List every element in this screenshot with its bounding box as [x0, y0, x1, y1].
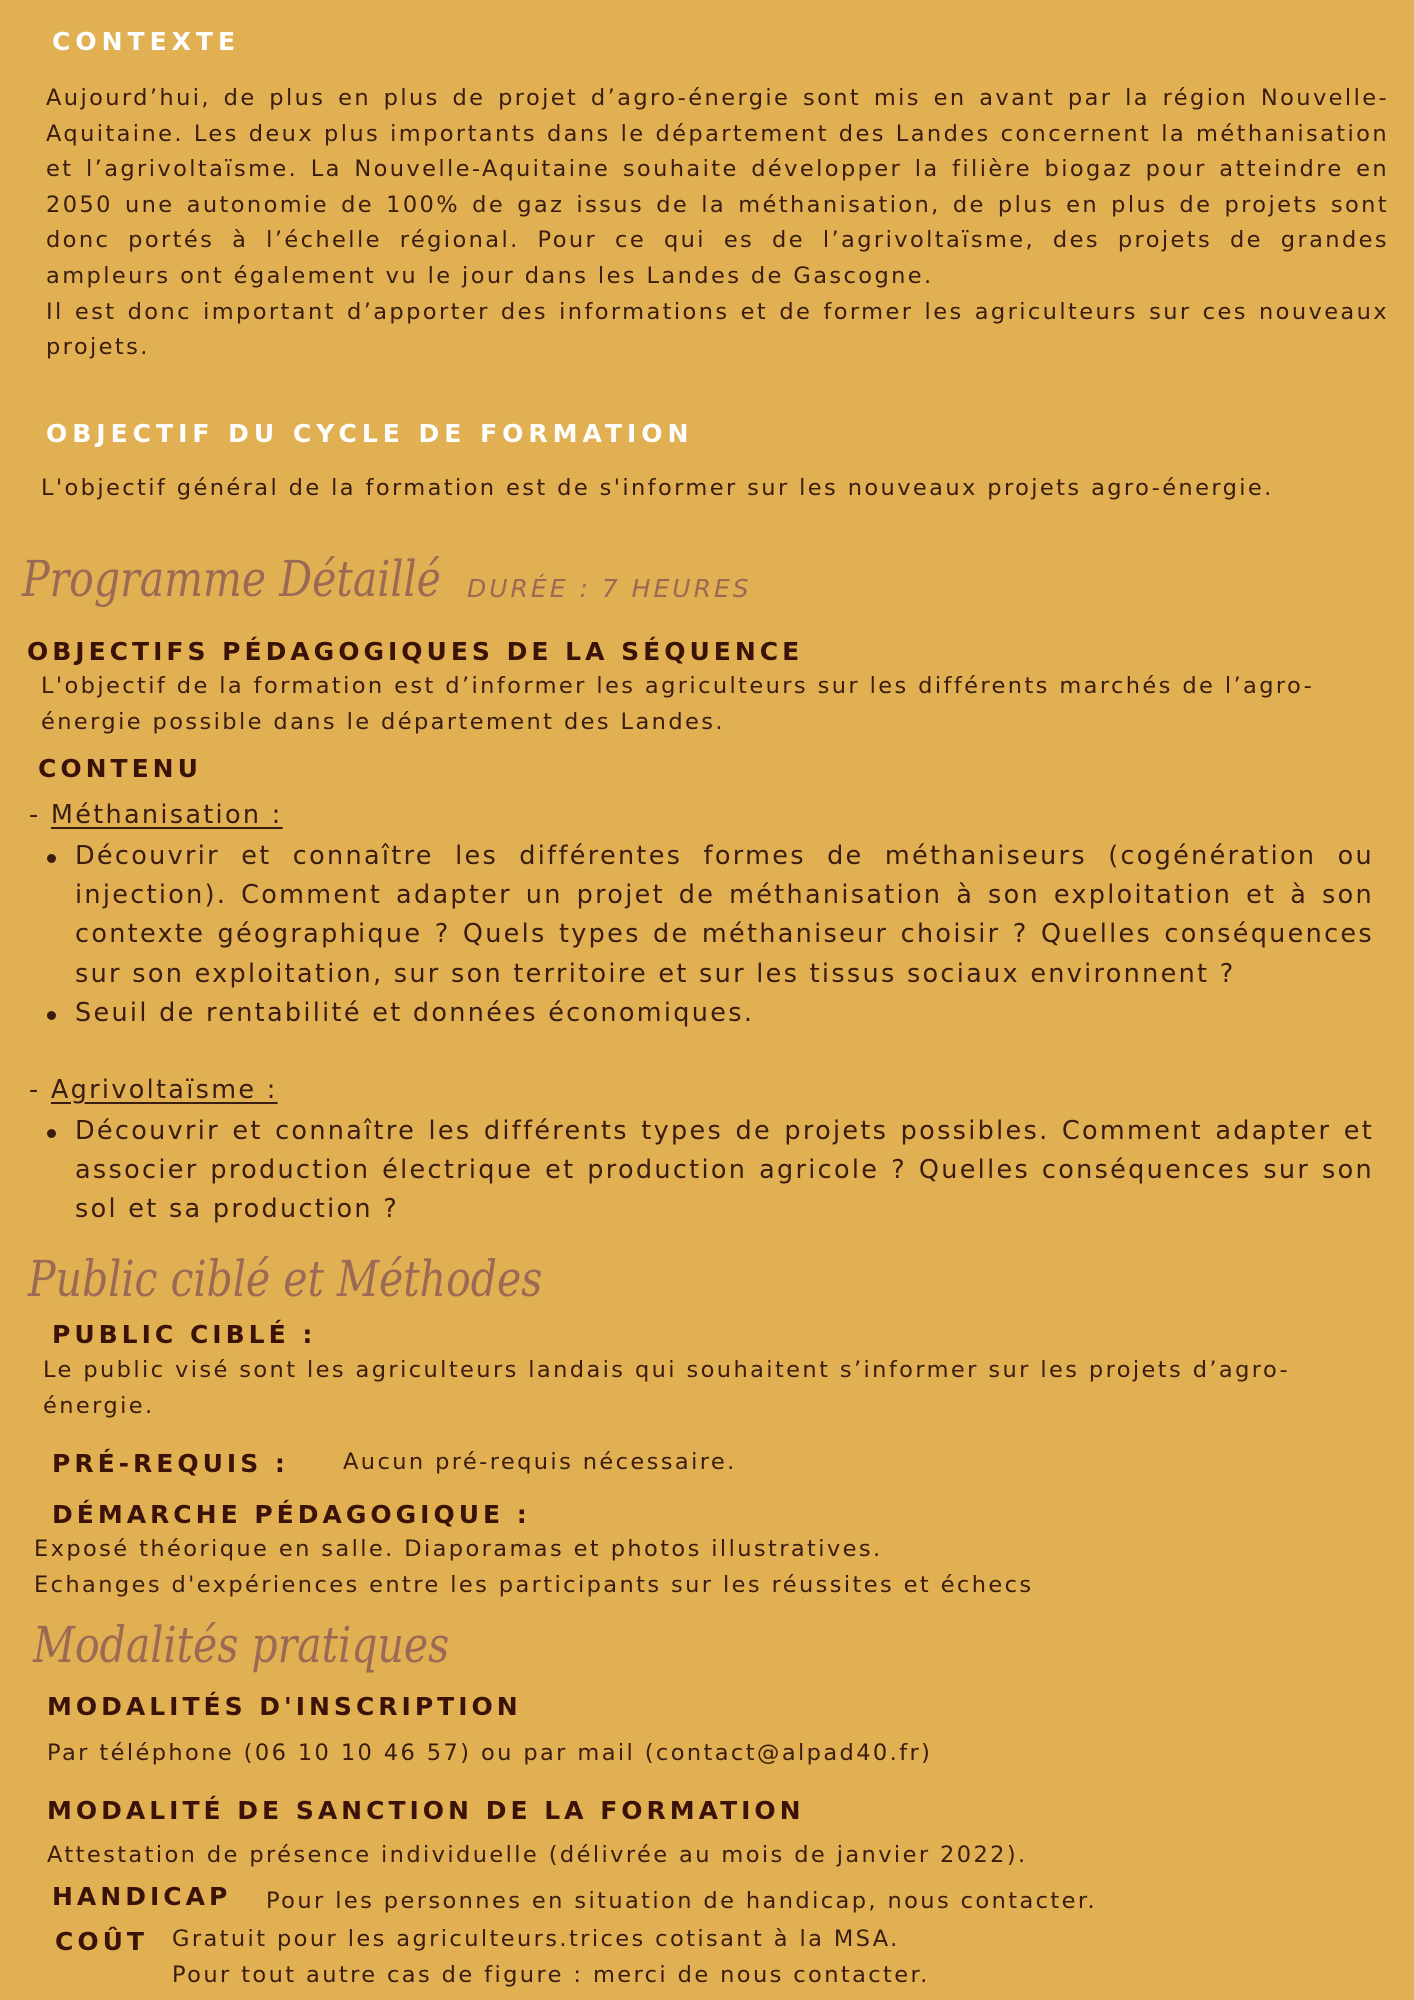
demarche-heading: DÉMARCHE PÉDAGOGIQUE :: [52, 1500, 531, 1529]
agrivoltaisme-bullet-1: Découvrir et connaître les différents types de projets possibles. Comment adapter et associer production électrique et production agricole ? Quelles conséquences sur son sol et sa production ?: [31, 1112, 1374, 1230]
objectif-cycle-heading: OBJECTIF DU CYCLE DE FORMATION: [46, 419, 694, 448]
sanction-text: Attestation de présence individuelle (délivrée au mois de janvier 2022).: [47, 1842, 1028, 1868]
agrivoltaisme-subtitle: [29, 1075, 278, 1105]
methanisation-bullet-2: Seuil de rentabilité et données économiques.: [31, 994, 1374, 1033]
bullet-dot-icon: [47, 1129, 56, 1138]
objectifs-pedagogiques-heading: OBJECTIFS PÉDAGOGIQUES DE LA SÉQUENCE: [27, 637, 804, 666]
contexte-body: [46, 81, 1389, 366]
public-cible-text: Le public visé sont les agriculteurs landais qui souhaitent s’informer sur les projets d’agro-énergie.: [43, 1357, 1291, 1419]
methanisation-list: [31, 837, 1374, 1033]
inscription-text: Par téléphone (06 10 10 46 57) ou par mail (contact@alpad40.fr): [47, 1740, 933, 1766]
programme-title: Programme Détaillé: [22, 550, 441, 608]
contexte-paragraph-1: Aujourd’hui, de plus en plus de projet d’agro-énergie sont mis en avant par la région Nouvelle-Aquitaine. Les deux plus importants dans le département des Landes concernent la méthanisation et l’agrivoltaïsme. La Nouvelle-Aquitaine souhaite développer la filière biogaz pour atteindre en 2050 une autonomie de 100% de gaz issus de la méthanisation, de plus en plus de projets sont donc portés à l’échelle régional. Pour ce qui es de l’agrivoltaïsme, des projets de grandes ampleurs ont également vu le jour dans les Landes de Gascogne.: [46, 85, 1389, 289]
agrivoltaisme-dash: -: [29, 1075, 51, 1105]
demarche-text: [34, 1532, 1034, 1603]
inscription-heading: MODALITÉS D'INSCRIPTION: [47, 1692, 522, 1721]
demarche-line-2: Echanges d'expériences entre les participants sur les réussites et échecs: [34, 1571, 1034, 1598]
demarche-line-1: Exposé théorique en salle. Diaporamas et photos illustratives.: [34, 1536, 883, 1562]
bullet-dot-icon: [47, 1011, 56, 1020]
methanisation-dash: -: [29, 800, 51, 830]
objectif-cycle-text: L'objectif général de la formation est de s'informer sur les nouveaux projets agro-énergie.: [41, 475, 1274, 501]
cout-line-1: Gratuit pour les agriculteurs.trices cotisant à la MSA.: [172, 1926, 900, 1952]
sanction-heading: MODALITÉ DE SANCTION DE LA FORMATION: [47, 1796, 805, 1825]
agrivoltaisme-title: Agrivoltaïsme :: [50, 1075, 278, 1105]
prerequis-text: Aucun pré-requis nécessaire.: [343, 1449, 737, 1475]
cout-line-2: Pour tout autre cas de figure : merci de nous contacter.: [172, 1961, 930, 1988]
public-cible-heading: PUBLIC CIBLÉ :: [52, 1320, 317, 1349]
bullet-dot-icon: [47, 854, 56, 863]
prerequis-heading: PRÉ-REQUIS :: [52, 1449, 289, 1478]
cout-heading: COÛT: [55, 1927, 148, 1956]
objectifs-pedagogiques-text: L'objectif de la formation est d’informer les agriculteurs sur les différents marchés de l’agro-énergie possible dans le département des Landes.: [41, 673, 1315, 735]
cout-text: [172, 1922, 930, 1993]
public-section-title: Public ciblé et Méthodes: [28, 1250, 543, 1308]
modalites-section-title: Modalités pratiques: [33, 1616, 450, 1674]
contexte-paragraph-2: Il est donc important d’apporter des informations et de former les agriculteurs sur ces nouveaux projets.: [46, 298, 1389, 361]
programme-duration: DURÉE : 7 HEURES: [467, 574, 752, 603]
agrivoltaisme-list: [31, 1112, 1374, 1230]
methanisation-subtitle: [29, 800, 283, 830]
methanisation-bullet-1: Découvrir et connaître les différentes formes de méthaniseurs (cogénération ou injection). Comment adapter un projet de méthanisation à son exploitation et à son contexte géographique ? Quels types de méthaniseur choisir ? Quelles conséquences sur son exploitation, sur son territoire et sur les tissus sociaux environnent ?: [31, 837, 1374, 994]
contexte-heading: CONTEXTE: [52, 27, 241, 56]
contenu-heading: CONTENU: [38, 754, 202, 783]
methanisation-title: Méthanisation :: [50, 800, 283, 830]
handicap-heading: HANDICAP: [52, 1882, 232, 1911]
handicap-text: Pour les personnes en situation de handicap, nous contacter.: [266, 1888, 1098, 1914]
